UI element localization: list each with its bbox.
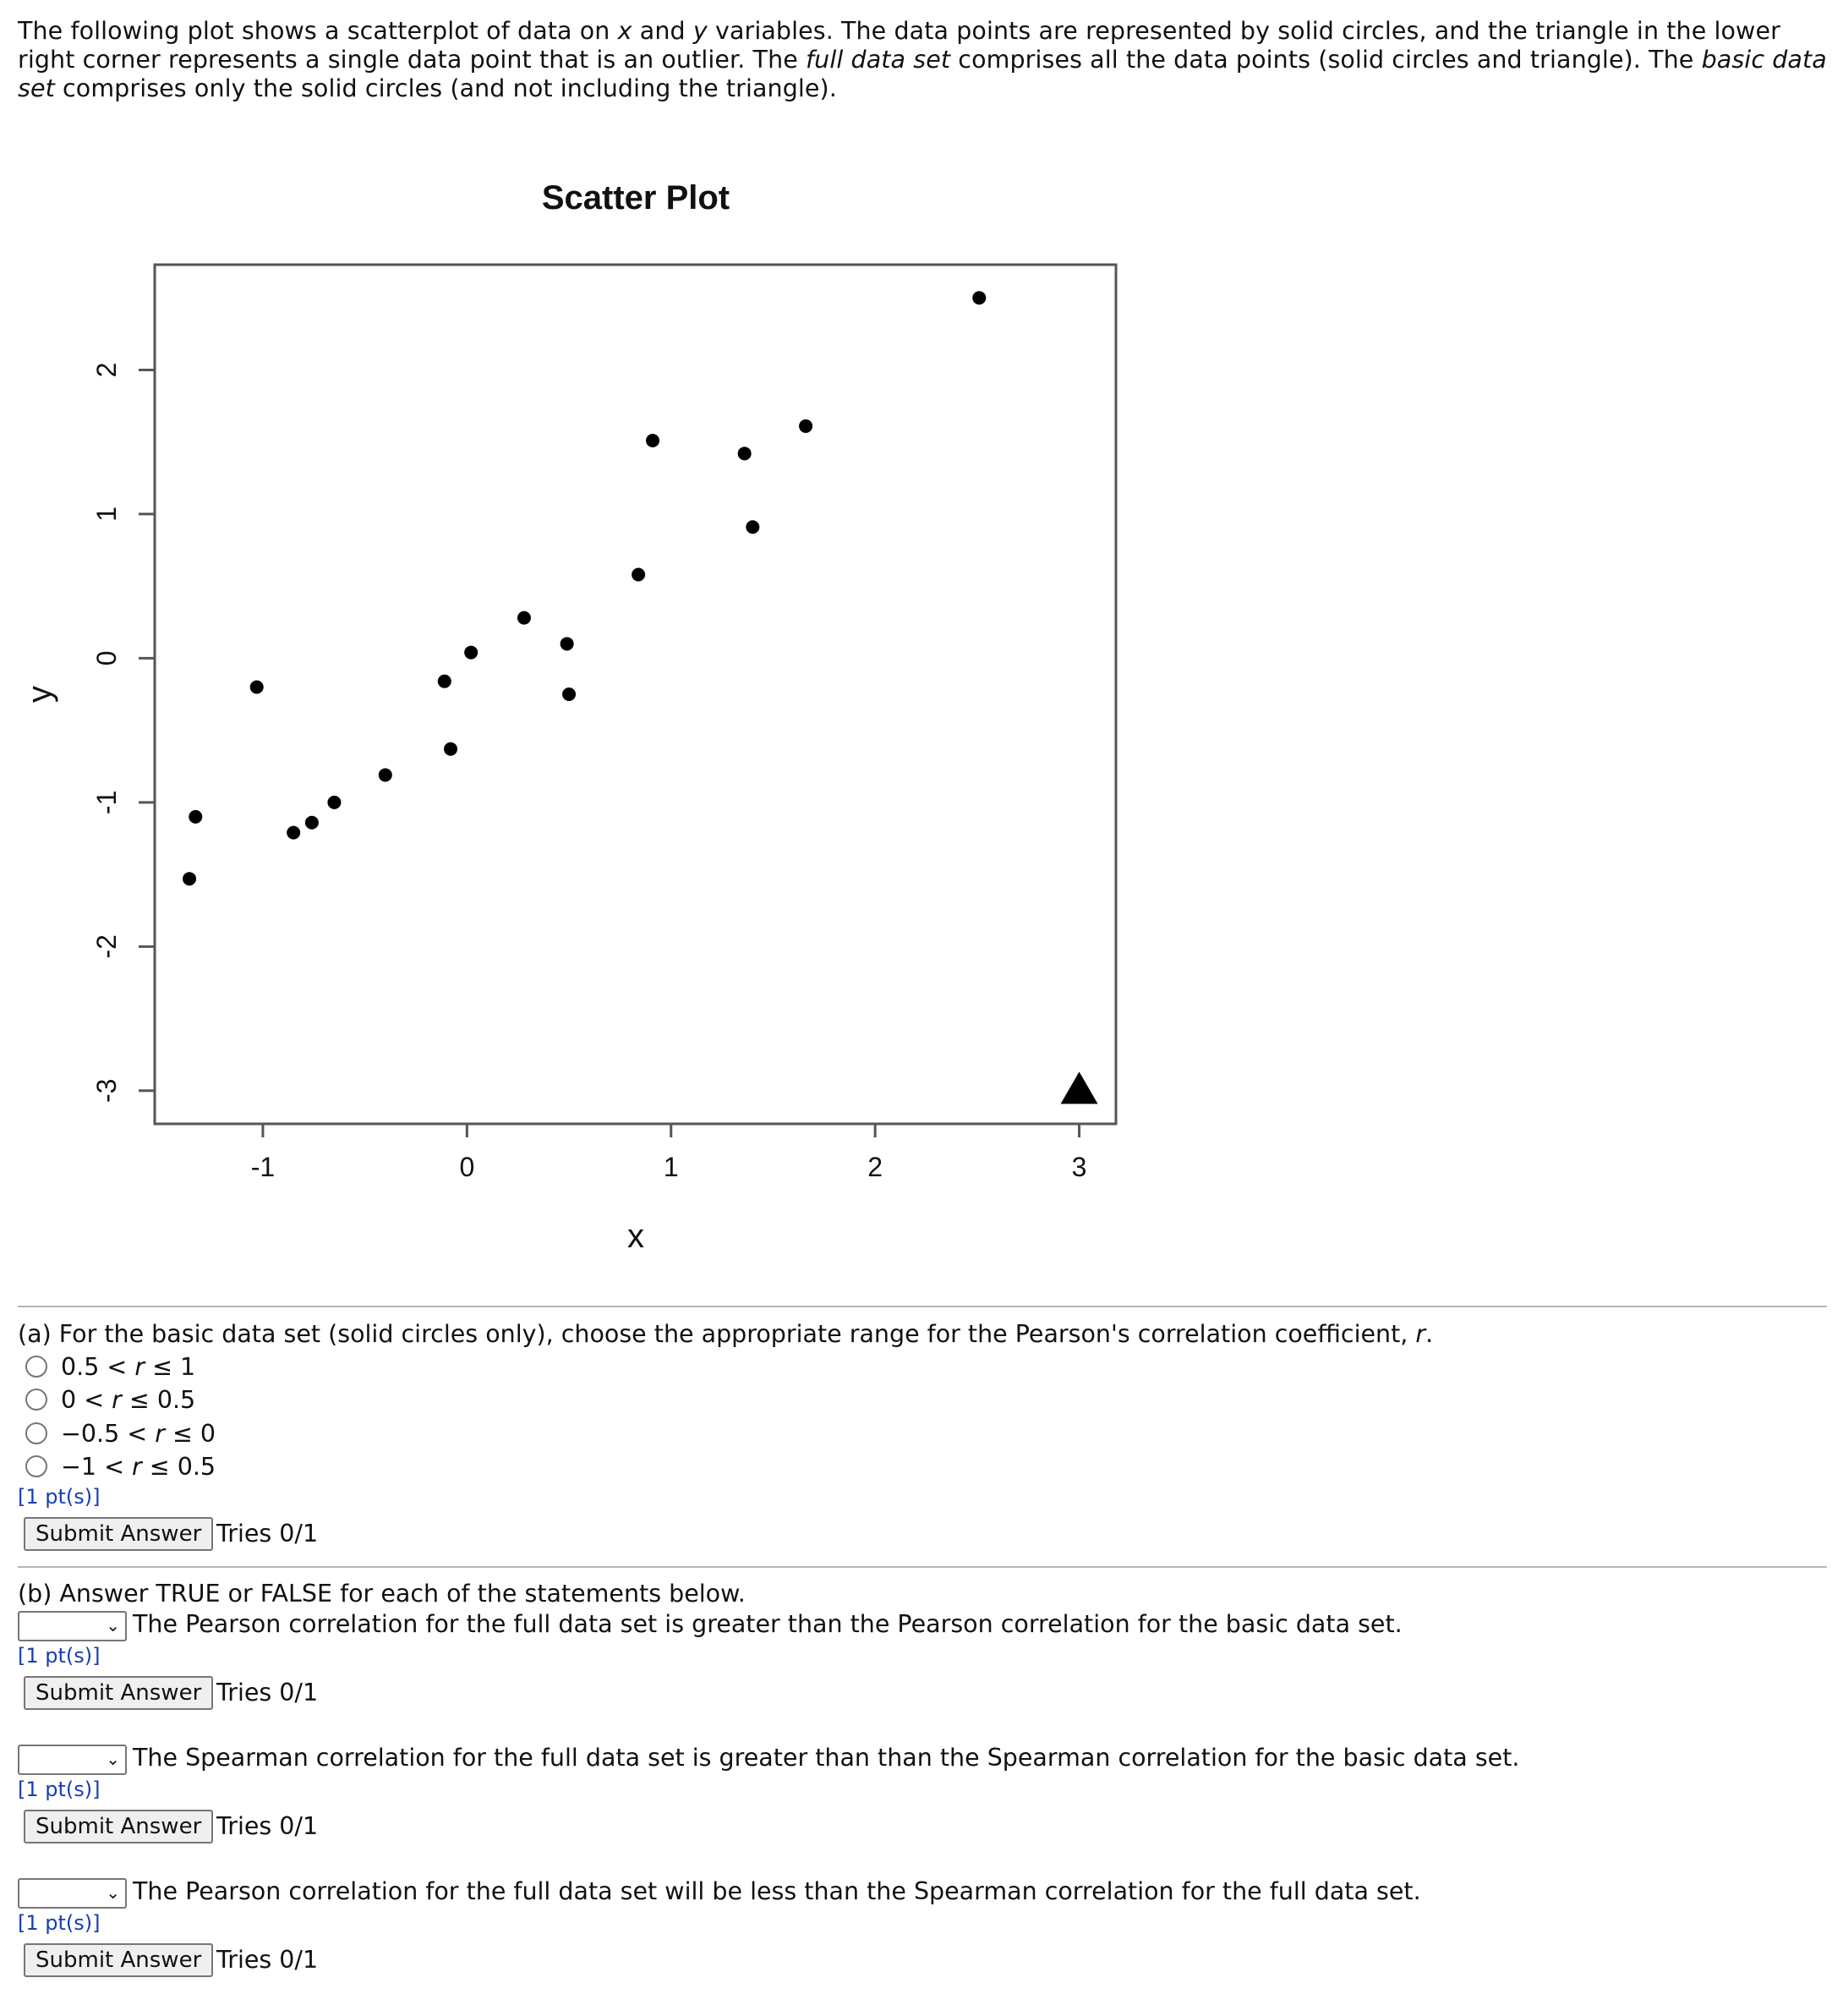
divider-a <box>18 1306 1827 1307</box>
x-tick-label: -1 <box>250 1152 276 1182</box>
radio-option-1[interactable]: 0.5 < r ≤ 1 <box>25 1353 195 1382</box>
data-point <box>517 611 531 625</box>
chevron-down-icon: ⌄ <box>106 1882 120 1903</box>
data-point <box>646 434 659 447</box>
plot-frame <box>155 265 1116 1124</box>
submit-answer-button[interactable]: Submit Answer <box>24 1676 213 1710</box>
chart-title: Scatter Plot <box>541 179 730 216</box>
points-label: [1 pt(s)] <box>18 1644 101 1668</box>
divider-b <box>18 1566 1827 1568</box>
x-tick-label: 0 <box>459 1152 475 1182</box>
x-tick-label: 2 <box>867 1152 883 1182</box>
data-point <box>183 872 196 885</box>
data-point <box>464 646 478 660</box>
data-point <box>746 520 759 534</box>
x-tick-label: 3 <box>1071 1152 1087 1182</box>
statement-1: The Pearson correlation for the full data set is greater than the Pearson correlation for the basic data set. <box>133 1610 1403 1638</box>
y-axis-label: y <box>21 686 58 703</box>
y-tick-label: 1 <box>91 507 122 522</box>
tries-counter: Tries 0/1 <box>216 1679 319 1706</box>
true-false-select-1[interactable] <box>18 1611 127 1641</box>
true-false-select-3[interactable] <box>18 1878 127 1909</box>
y-tick-label: -3 <box>91 1078 122 1104</box>
points-label: [1 pt(s)] <box>18 1778 101 1801</box>
data-point <box>327 796 341 809</box>
submit-answer-button[interactable]: Submit Answer <box>24 1810 213 1843</box>
chevron-down-icon: ⌄ <box>106 1749 120 1769</box>
radio-button[interactable] <box>25 1422 47 1444</box>
points-label: [1 pt(s)] <box>18 1485 101 1509</box>
data-point <box>444 742 457 756</box>
radio-option-2[interactable]: 0 < r ≤ 0.5 <box>25 1386 195 1415</box>
x-axis <box>251 1124 1087 1182</box>
data-point <box>799 419 812 433</box>
tries-counter: Tries 0/1 <box>216 1812 319 1840</box>
radio-button[interactable] <box>25 1455 47 1477</box>
y-tick-label: -2 <box>91 934 122 959</box>
submit-answer-button[interactable]: Submit Answer <box>24 1943 213 1977</box>
outlier-point <box>1061 1071 1098 1104</box>
tries-counter: Tries 0/1 <box>216 1520 319 1548</box>
y-tick-label: 2 <box>91 362 122 378</box>
y-tick-label: 0 <box>91 650 122 666</box>
data-point <box>379 768 392 781</box>
data-points <box>183 291 1098 1104</box>
scatter-plot <box>0 152 1217 1285</box>
data-point <box>562 688 576 701</box>
x-axis-label: x <box>627 1218 644 1255</box>
problem-intro: The following plot shows a scatterplot of data on x and y variables. The data points are represented by solid circles, and the triangle in the lower right corner represents a single data point that is an outlier. The full data set comprises all the data points (solid circles and triangle). The basic data set comprises only the solid circles (and not including the triangle). <box>18 17 1827 102</box>
data-point <box>287 826 300 840</box>
data-point <box>305 816 319 830</box>
data-point <box>738 446 752 460</box>
radio-option-3[interactable]: −0.5 < r ≤ 0 <box>25 1420 216 1449</box>
tries-counter: Tries 0/1 <box>216 1946 319 1974</box>
data-point <box>632 568 645 582</box>
true-false-select-2[interactable] <box>18 1745 127 1775</box>
y-tick-label: -1 <box>91 790 122 815</box>
radio-button[interactable] <box>25 1356 47 1378</box>
points-label: [1 pt(s)] <box>18 1911 101 1935</box>
statement-3: The Pearson correlation for the full data set will be less than the Spearman correlation for the full data set. <box>133 1877 1421 1905</box>
x-tick-label: 1 <box>663 1152 679 1182</box>
y-axis <box>91 363 155 1103</box>
data-point <box>972 291 986 304</box>
data-point <box>438 675 451 688</box>
radio-option-4[interactable]: −1 < r ≤ 0.5 <box>25 1453 216 1482</box>
question-b-prompt: (b) Answer TRUE or FALSE for each of the statements below. <box>18 1580 746 1608</box>
data-point <box>189 810 202 824</box>
statement-2: The Spearman correlation for the full data set is greater than than the Spearman correlation for the basic data set. <box>133 1744 1520 1772</box>
submit-answer-button[interactable]: Submit Answer <box>24 1517 213 1551</box>
chevron-down-icon: ⌄ <box>106 1615 120 1635</box>
question-a-prompt: (a) For the basic data set (solid circles only), choose the appropriate range for the Pearson's correlation coefficient, r. <box>18 1320 1434 1348</box>
radio-button[interactable] <box>25 1389 47 1411</box>
data-point <box>561 637 574 650</box>
data-point <box>250 680 264 693</box>
